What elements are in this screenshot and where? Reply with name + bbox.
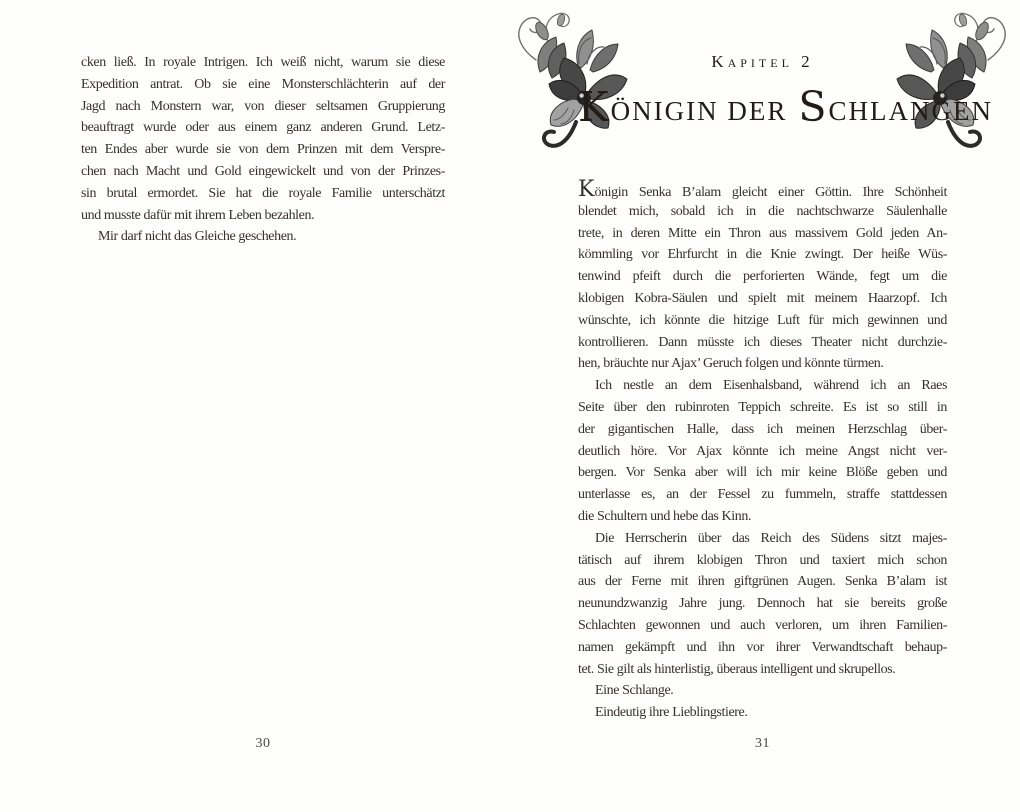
text-line: ten Endes aber wurde sie von dem Prinzen mit dem Verspre- [81, 142, 445, 158]
right-page-text [578, 179, 947, 724]
left-page-number: 30 [255, 736, 271, 751]
text-line: Königin Senka B’alam gleicht einer Göttin. Ihre Schönheit [578, 177, 947, 202]
text-line: klobigen Kobra-Säulen und spielt mit meinem Haarzopf. Ich [578, 290, 947, 306]
chapter-title-initial-k: K [578, 83, 611, 131]
chapter-title-part-2: CHLANGEN [828, 96, 993, 126]
text-line: Mir darf nicht das Gleiche geschehen. [98, 229, 297, 245]
text-line: hen, bräuchte nur Ajax’ Geruch folgen und könnte türmen. [578, 356, 884, 372]
chapter-title [578, 83, 993, 133]
text-line: deutlich höre. Vor Ajax könnte ich meine Angst nicht ver- [578, 443, 947, 459]
text-line: Die Herrscherin über das Reich des Südens sitzt majes- [595, 530, 947, 546]
text-line: Jagd nach Monstern war, von dieser seltsamen Gruppierung [81, 98, 445, 114]
right-page-number: 31 [755, 736, 770, 751]
text-line: tet. Sie gilt als hinterlistig, überaus intelligent und skrupellos. [578, 661, 896, 677]
text-line: Expedition antrat. Ob sie eine Monsterschlächterin auf der [81, 76, 445, 92]
text-line: beauftragt wurde oder aus einem ganz anderen Grund. Letz- [81, 120, 445, 136]
text-line: cken ließ. In royale Intrigen. Ich weiß nicht, warum sie diese [81, 55, 445, 70]
text-line: tätisch auf ihrem klobigen Thron und taxiert mich schon [578, 552, 947, 568]
text-line: kontrollieren. Dann müsste ich dieses Theater nicht durchzie- [578, 334, 947, 350]
chapter-label: Kapitel 2 [711, 52, 814, 71]
text-line: Schlachten gewonnen und auch verloren, um ihren Familien- [578, 617, 947, 633]
chapter-heading [578, 48, 993, 133]
chapter-title-initial-s: S [798, 83, 829, 131]
left-page-text [81, 52, 445, 248]
text-line: blendet mich, sobald ich in die nachtschwarze Säulenhalle [578, 203, 947, 219]
text-line: Eindeutig ihre Lieblingstiere. [595, 705, 748, 721]
text-line: namen gekämpft und ihn vor ihrer Verwandtschaft behaup- [578, 639, 947, 655]
text-line: bergen. Vor Senka aber will ich mir keine Blöße geben und [578, 465, 947, 481]
text-line: und musste dafür mit ihrem Leben bezahlen. [81, 207, 315, 223]
text-line: aus der Ferne mit ihren giftgrünen Augen. Senka B’alam ist [578, 574, 947, 590]
text-line: kömmling vor Ehrfurcht in die Knie zwingt. Der heiße Wüs- [578, 247, 947, 263]
text-line: die Schultern und hebe das Kinn. [578, 508, 752, 524]
text-line: sin brutal ermordet. Sie hat die royale Familie unterschätzt [81, 185, 445, 201]
chapter-title-part-1: ÖNIGIN DER [610, 96, 788, 126]
text-line: Seite über den rubinroten Teppich schreite. Es ist so still in [578, 399, 947, 415]
text-line: Ich nestle an dem Eisenhalsband, während ich an Raes [595, 378, 947, 394]
text-line: neunundzwanzig Jahre jung. Dennoch hat sie bereits große [578, 596, 947, 612]
text-line: der gigantischen Halle, dass ich meinen Herzschlag über- [578, 421, 947, 437]
text-line: chen nach Macht und Gold eingewickelt und von der Prinzes- [81, 163, 445, 179]
text-line: Eine Schlange. [595, 683, 674, 699]
text-line: trete, in deren Mitte ein Thron aus massivem Gold jeden An- [578, 225, 947, 241]
text-line: tenwind pfeift durch die perforierten Wände, fegt um die [578, 269, 947, 285]
text-line: wünschte, ich könnte die hitzige Luft für mich gewinnen und [578, 312, 947, 328]
text-line: unterlasse es, an der Fessel zu fummeln, straffe stattdessen [578, 487, 947, 503]
